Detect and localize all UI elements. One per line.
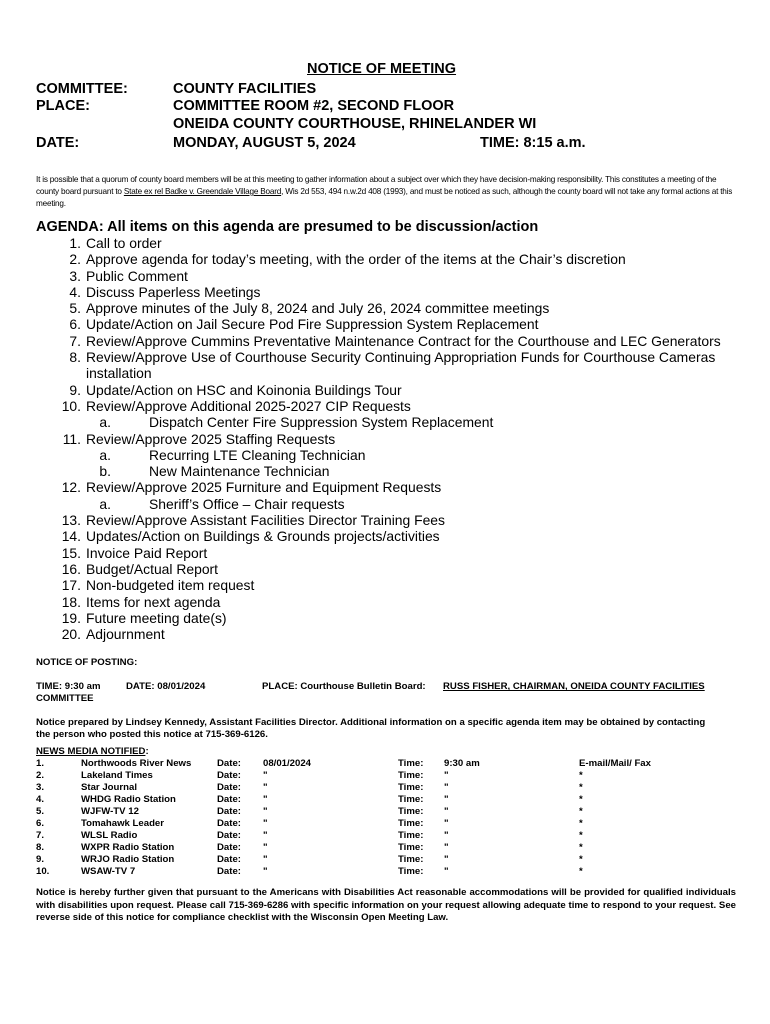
place-value-line2: ONEIDA COUNTY COURTHOUSE, RHINELANDER WI [173, 116, 537, 132]
agenda-subitem: a. Sheriff’s Office – Chair requests [99, 495, 345, 512]
agenda-item: 19. Future meeting date(s) [61, 609, 227, 626]
prepared-by-line2: the person who posted this notice at 715-369-6126. [36, 729, 268, 740]
quorum-notice-text-2: , Wis 2d 553, 494 n.w.2d 408 (1993), and must be noticed as such, although the county board will not take any formal actions at this meeting. [36, 187, 733, 208]
posted-by-cont: COMMITTEE [36, 693, 94, 704]
agenda-item: 12. Review/Approve 2025 Furniture and Equipment Requests [61, 479, 442, 496]
place-value-line1: COMMITTEE ROOM #2, SECOND FLOOR [173, 98, 455, 114]
agenda-item: 8. Review/Approve Use of Courthouse Security Continuing Appropriation Funds for Courthouse Cameras installation [69, 349, 716, 382]
committee-row [36, 81, 316, 97]
agenda-item: 16. Budget/Actual Report [61, 560, 219, 577]
agenda-item: 9. Update/Action on HSC and Koinonia Buildings Tour [69, 381, 402, 398]
posting-time: TIME: 9:30 am [36, 681, 101, 692]
ada-notice: Notice is hereby further given that pursuant to the Americans with Disabilities Act reasonable accommodations will be provided for qualified individuals with disabilities upon request. Please call 715-369-6286 with specific information on your request allowing adequate time to respond to your request. See reverse side of this notice for compliance checklist with the Wisconsin Open Meeting Law. [36, 887, 736, 923]
posting-place: PLACE: Courthouse Bulletin Board: [262, 681, 426, 692]
agenda-item: 17. Non-budgeted item request [61, 577, 255, 594]
agenda-item: 10. Review/Approve Additional 2025-2027 CIP Requests [61, 397, 411, 414]
agenda-item: 2. Approve agenda for today’s meeting, with the order of the items at the Chair’s discretion [69, 251, 626, 268]
posted-by: RUSS FISHER, CHAIRMAN, ONEIDA COUNTY FACILITIES [443, 681, 705, 692]
agenda-item: 4. Discuss Paperless Meetings [69, 283, 261, 300]
agenda-item: 3. Public Comment [69, 267, 188, 284]
place-row [36, 98, 454, 114]
agenda-item: 15. Invoice Paid Report [61, 544, 208, 561]
media-heading-colon: : [145, 746, 149, 757]
email-header: E-mail/Mail/ Fax [579, 758, 651, 769]
agenda-item: 13. Review/Approve Assistant Facilities Director Training Fees [61, 512, 445, 529]
media-heading [36, 746, 149, 757]
agenda-item: 14. Updates/Action on Buildings & Grounds projects/activities [61, 528, 440, 545]
date-row [36, 135, 736, 151]
posting-heading: NOTICE OF POSTING: [36, 657, 138, 668]
agenda-item: 18. Items for next agenda [61, 593, 221, 610]
committee-label: COMMITTEE: [36, 81, 128, 97]
case-name: State ex rel Badke v. Greendale Village Board [123, 187, 282, 196]
committee-value: COUNTY FACILITIES [173, 81, 317, 97]
place-label: PLACE: [36, 98, 90, 114]
agenda-heading: AGENDA: All items on this agenda are presumed to be discussion/action [36, 219, 539, 235]
agenda-subitem: a. Recurring LTE Cleaning Technician [99, 446, 366, 463]
meeting-time: TIME: 8:15 a.m. [480, 135, 586, 151]
page-title: NOTICE OF MEETING [307, 61, 457, 77]
agenda-subitem: b. New Maintenance Technician [99, 463, 330, 480]
agenda-item: 7. Review/Approve Cummins Preventative Maintenance Contract for the Courthouse and LEC Generators [69, 332, 721, 349]
agenda-item: 11. Review/Approve 2025 Staffing Requests [62, 430, 336, 447]
agenda-item: 20. Adjournment [61, 626, 165, 643]
quorum-notice [36, 174, 736, 210]
agenda-item: 1. Call to order [69, 235, 162, 251]
prepared-by-line1: Notice prepared by Lindsey Kennedy, Assistant Facilities Director. Additional information on a specific agenda item may be obtained by contacting [36, 717, 706, 728]
date-value: MONDAY, AUGUST 5, 2024 [173, 135, 356, 151]
posting-date: DATE: 08/01/2024 [126, 681, 206, 692]
quorum-notice-text: It is possible that a quorum of county board members will be at this meeting to gather information about a subject over which they have decision-making responsibility. This constitutes a meeting of the county board pursuant to [36, 175, 717, 196]
date-label: DATE: [36, 135, 80, 151]
place-row-2 [36, 116, 536, 132]
agenda-subitem: a. Dispatch Center Fire Suppression System Replacement [99, 414, 494, 431]
agenda-list [56, 235, 736, 642]
agenda-item: 5. Approve minutes of the July 8, 2024 and July 26, 2024 committee meetings [69, 300, 550, 317]
agenda-item: 6. Update/Action on Jail Secure Pod Fire Suppression System Replacement [69, 316, 539, 333]
media-heading-text: NEWS MEDIA NOTIFIED [36, 746, 146, 757]
